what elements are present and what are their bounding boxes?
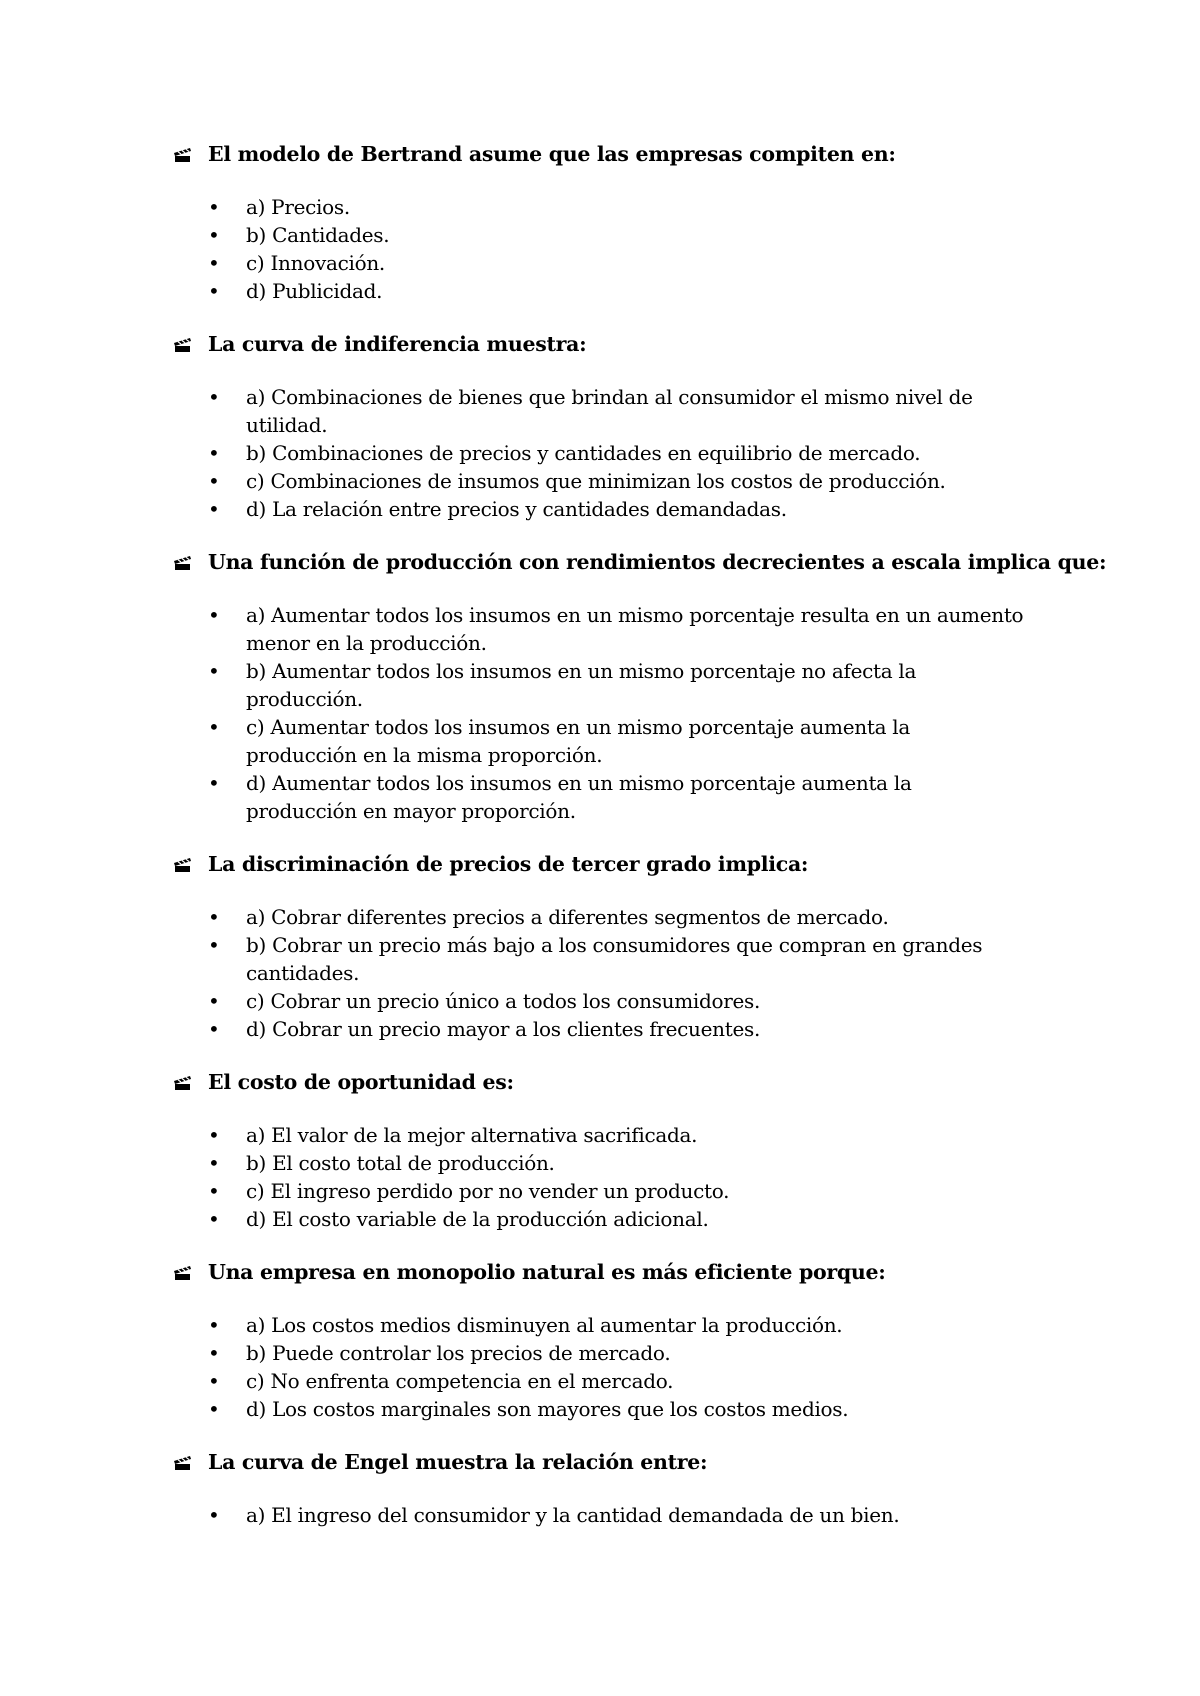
option-text: c) Aumentar todos los insumos en un mismo porcentaje aumenta la producción en la misma proporción. bbox=[246, 715, 910, 767]
option-text: b) El costo total de producción. bbox=[246, 1151, 555, 1175]
option-text: c) Combinaciones de insumos que minimizan los costos de producción. bbox=[246, 469, 946, 493]
option-text: d) La relación entre precios y cantidades demandadas. bbox=[246, 497, 787, 521]
option-item bbox=[170, 383, 1050, 439]
option-item bbox=[170, 221, 1050, 249]
option-text: a) Precios. bbox=[246, 195, 350, 219]
bullet-dot: • bbox=[208, 659, 220, 683]
question-item bbox=[170, 1258, 1050, 1423]
option-text: b) Cobrar un precio más bajo a los consumidores que compran en grandes cantidades. bbox=[246, 933, 983, 985]
bullet-dot: • bbox=[208, 1503, 220, 1527]
question-item bbox=[170, 548, 1107, 825]
bullet-dot: • bbox=[208, 1397, 220, 1421]
bullet-dot: • bbox=[208, 1313, 220, 1337]
option-item bbox=[170, 439, 1050, 467]
option-text: d) Aumentar todos los insumos en un mismo porcentaje aumenta la producción en mayor proporción. bbox=[246, 771, 912, 823]
bullet-dot: • bbox=[208, 905, 220, 929]
option-item bbox=[170, 193, 1050, 221]
bullet-dot: • bbox=[208, 715, 220, 739]
option-text: d) Cobrar un precio mayor a los clientes frecuentes. bbox=[246, 1017, 761, 1041]
bullet-dot: • bbox=[208, 497, 220, 521]
question-text: La discriminación de precios de tercer grado implica: bbox=[208, 852, 809, 876]
option-item bbox=[170, 987, 1050, 1015]
option-text: a) El valor de la mejor alternativa sacrificada. bbox=[246, 1123, 698, 1147]
bullet-dot: • bbox=[208, 603, 220, 627]
option-item bbox=[170, 713, 1050, 769]
bullet-dot: • bbox=[208, 771, 220, 795]
bullet-dot: • bbox=[208, 441, 220, 465]
clapperboard-icon bbox=[170, 140, 208, 168]
option-text: b) Puede controlar los precios de mercado. bbox=[246, 1341, 671, 1365]
option-text: b) Aumentar todos los insumos en un mismo porcentaje no afecta la producción. bbox=[246, 659, 917, 711]
option-text: d) Publicidad. bbox=[246, 279, 383, 303]
clapperboard-icon bbox=[170, 1258, 208, 1286]
option-item bbox=[170, 467, 1050, 495]
option-item bbox=[170, 1395, 1050, 1423]
bullet-dot: • bbox=[208, 1179, 220, 1203]
question-header bbox=[170, 548, 1107, 576]
bullet-dot: • bbox=[208, 385, 220, 409]
option-text: d) El costo variable de la producción adicional. bbox=[246, 1207, 709, 1231]
option-text: b) Cantidades. bbox=[246, 223, 390, 247]
bullet-dot: • bbox=[208, 279, 220, 303]
option-item bbox=[170, 601, 1050, 657]
option-item bbox=[170, 1311, 1050, 1339]
option-item bbox=[170, 1367, 1050, 1395]
option-item bbox=[170, 277, 1050, 305]
option-list bbox=[170, 601, 1050, 825]
option-item bbox=[170, 1205, 1050, 1233]
clapperboard-icon bbox=[170, 1068, 208, 1096]
option-item bbox=[170, 1501, 1050, 1529]
bullet-dot: • bbox=[208, 195, 220, 219]
question-header bbox=[170, 1068, 1050, 1096]
bullet-dot: • bbox=[208, 1017, 220, 1041]
question-text: El modelo de Bertrand asume que las empresas compiten en: bbox=[208, 142, 896, 166]
question-text: La curva de Engel muestra la relación entre: bbox=[208, 1450, 708, 1474]
option-item bbox=[170, 657, 1050, 713]
option-text: a) El ingreso del consumidor y la cantidad demandada de un bien. bbox=[246, 1503, 900, 1527]
option-list bbox=[170, 383, 1050, 523]
option-text: c) No enfrenta competencia en el mercado. bbox=[246, 1369, 674, 1393]
bullet-dot: • bbox=[208, 1207, 220, 1231]
question-item bbox=[170, 850, 1050, 1043]
option-item bbox=[170, 1015, 1050, 1043]
clapperboard-icon bbox=[170, 850, 208, 878]
bullet-dot: • bbox=[208, 933, 220, 957]
question-text: Una empresa en monopolio natural es más eficiente porque: bbox=[208, 1260, 886, 1284]
bullet-dot: • bbox=[208, 251, 220, 275]
option-item bbox=[170, 1177, 1050, 1205]
option-text: c) Cobrar un precio único a todos los consumidores. bbox=[246, 989, 761, 1013]
clapperboard-icon bbox=[170, 330, 208, 358]
question-item bbox=[170, 330, 1050, 523]
option-list bbox=[170, 1311, 1050, 1423]
option-text: d) Los costos marginales son mayores que los costos medios. bbox=[246, 1397, 849, 1421]
option-item bbox=[170, 1121, 1050, 1149]
option-item bbox=[170, 495, 1050, 523]
bullet-dot: • bbox=[208, 1123, 220, 1147]
bullet-dot: • bbox=[208, 1341, 220, 1365]
option-text: a) Combinaciones de bienes que brindan al consumidor el mismo nivel de utilidad. bbox=[246, 385, 973, 437]
option-text: a) Aumentar todos los insumos en un mismo porcentaje resulta en un aumento menor en la producción. bbox=[246, 603, 1024, 655]
question-item bbox=[170, 1068, 1050, 1233]
option-text: b) Combinaciones de precios y cantidades en equilibrio de mercado. bbox=[246, 441, 921, 465]
option-list bbox=[170, 193, 1050, 305]
option-item bbox=[170, 903, 1050, 931]
bullet-dot: • bbox=[208, 223, 220, 247]
clapperboard-icon bbox=[170, 1448, 208, 1476]
question-header bbox=[170, 330, 1050, 358]
bullet-dot: • bbox=[208, 1151, 220, 1175]
question-item bbox=[170, 140, 1050, 305]
question-text: Una función de producción con rendimientos decrecientes a escala implica que: bbox=[208, 550, 1107, 574]
question-header bbox=[170, 850, 1050, 878]
question-header bbox=[170, 1448, 1050, 1476]
bullet-dot: • bbox=[208, 469, 220, 493]
clapperboard-icon bbox=[170, 548, 208, 576]
option-item bbox=[170, 1149, 1050, 1177]
option-text: c) El ingreso perdido por no vender un producto. bbox=[246, 1179, 730, 1203]
option-text: a) Cobrar diferentes precios a diferentes segmentos de mercado. bbox=[246, 905, 889, 929]
question-item bbox=[170, 1448, 1050, 1529]
question-text: El costo de oportunidad es: bbox=[208, 1070, 514, 1094]
question-header bbox=[170, 140, 1050, 168]
option-list bbox=[170, 903, 1050, 1043]
option-text: c) Innovación. bbox=[246, 251, 385, 275]
option-item bbox=[170, 769, 1050, 825]
question-list bbox=[170, 140, 1107, 1554]
question-text: La curva de indiferencia muestra: bbox=[208, 332, 587, 356]
option-list bbox=[170, 1501, 1050, 1529]
option-text: a) Los costos medios disminuyen al aumentar la producción. bbox=[246, 1313, 843, 1337]
option-item bbox=[170, 931, 1050, 987]
bullet-dot: • bbox=[208, 989, 220, 1013]
bullet-dot: • bbox=[208, 1369, 220, 1393]
option-item bbox=[170, 1339, 1050, 1367]
option-list bbox=[170, 1121, 1050, 1233]
question-header bbox=[170, 1258, 1050, 1286]
option-item bbox=[170, 249, 1050, 277]
